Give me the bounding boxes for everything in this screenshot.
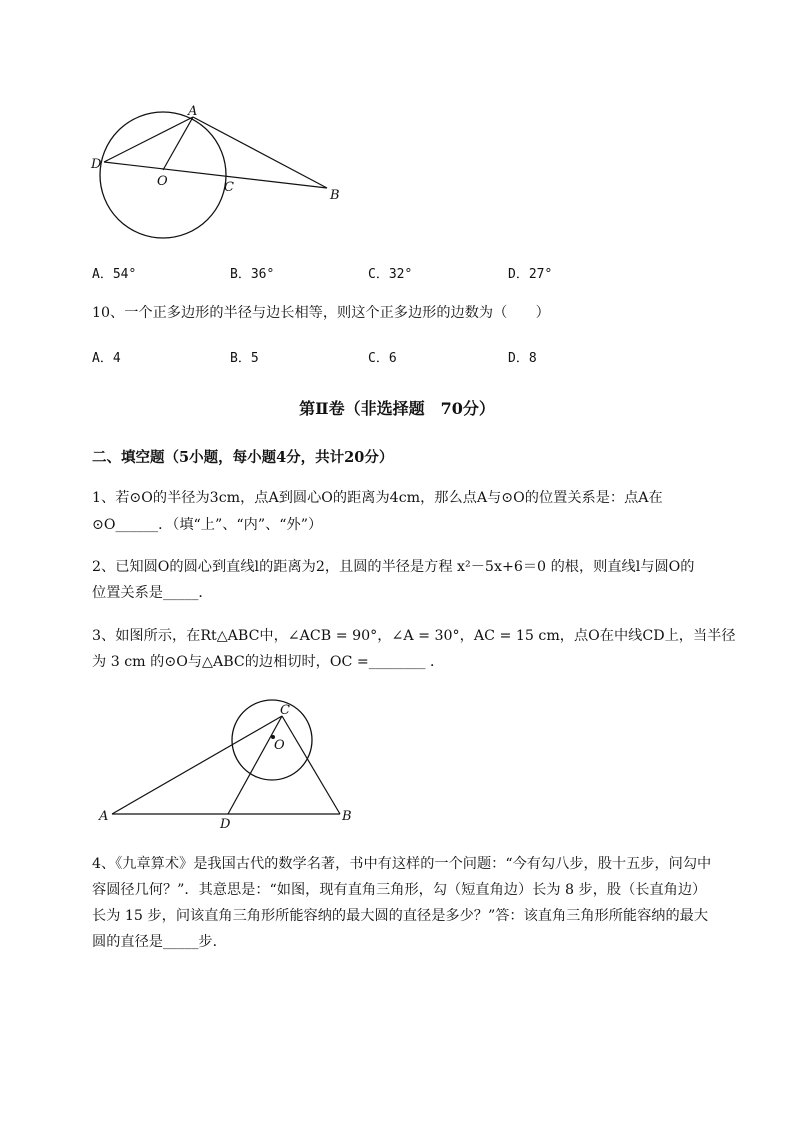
q1-line2: ⊙O______．（填“上”、“内”、“外”）: [92, 517, 323, 533]
q10-option-b: B．5: [230, 351, 259, 366]
q4-line4: 圆的直径是_____步．: [92, 934, 227, 950]
q9-option-a: A．54°: [92, 267, 137, 282]
q4-line1: 4、《九章算术》是我国古代的数学名著，书中有这样的一个问题：“今有勾八步，股十五步，问勾中: [92, 856, 712, 872]
q3-line2: 为 3 cm 的⊙O与△ABC的边相切时，OC =________ ．: [92, 654, 445, 670]
q3-line1: 3、如图所示，在Rt△ABC中，∠ACB = 90°，∠A = 30°，AC = 15 cm，点O在中线CD上，当半径: [92, 628, 736, 644]
q10-option-a: A．4: [92, 351, 121, 366]
label-d: D: [91, 157, 102, 172]
label-c: C: [224, 180, 234, 195]
label-a: A: [188, 104, 198, 119]
label-a2: A: [99, 809, 109, 824]
section2-heading: 二、填空题（5小题，每小题4分，共计20分）: [92, 449, 394, 466]
side-ac: [112, 716, 282, 814]
q2-line2: 位置关系是_____．: [92, 585, 213, 601]
label-b2: B: [342, 809, 352, 824]
q2-line1: 2、已知圆O的圆心到直线l的距离为2，且圆的半径是方程 x²－5x+6＝0 的根，则直线l与圆O的: [92, 559, 695, 575]
part2-title: 第Ⅱ卷（非选择题 70分）: [299, 399, 495, 418]
circle-o2: [232, 700, 312, 780]
label-o: O: [157, 174, 168, 189]
q9-option-b: B．36°: [230, 267, 275, 282]
q9-option-d: D．27°: [508, 267, 553, 282]
figure-circle-tangent: [86, 100, 356, 240]
label-b: B: [330, 188, 340, 203]
q10-option-c: C．6: [368, 351, 397, 366]
q10-text: 10、一个正多边形的半径与边长相等，则这个正多边形的边数为（ ）: [92, 305, 550, 321]
q4-line2: 容圆径几何？”．其意思是：“如图，现有直角三角形，勾（短直角边）长为 8 步，股（长直角边）: [92, 882, 707, 898]
median-cd: [228, 716, 282, 814]
label-o2: O: [274, 738, 285, 753]
q1-line1: 1、若⊙O的半径为3cm，点A到圆心O的距离为4cm，那么点A与⊙O的位置关系是：点A在: [92, 490, 663, 506]
line-db: [104, 162, 327, 188]
q10-option-d: D．8: [508, 351, 537, 366]
q9-option-c: C．32°: [368, 267, 413, 282]
figure-triangle-circle: [94, 696, 364, 836]
line-ab: [193, 117, 327, 188]
label-d2: D: [220, 817, 231, 832]
q4-line3: 长为 15 步，问该直角三角形所能容纳的最大圆的直径是多少？”答：该直角三角形所能容纳的最大: [92, 908, 709, 924]
label-c2: C: [280, 703, 290, 718]
